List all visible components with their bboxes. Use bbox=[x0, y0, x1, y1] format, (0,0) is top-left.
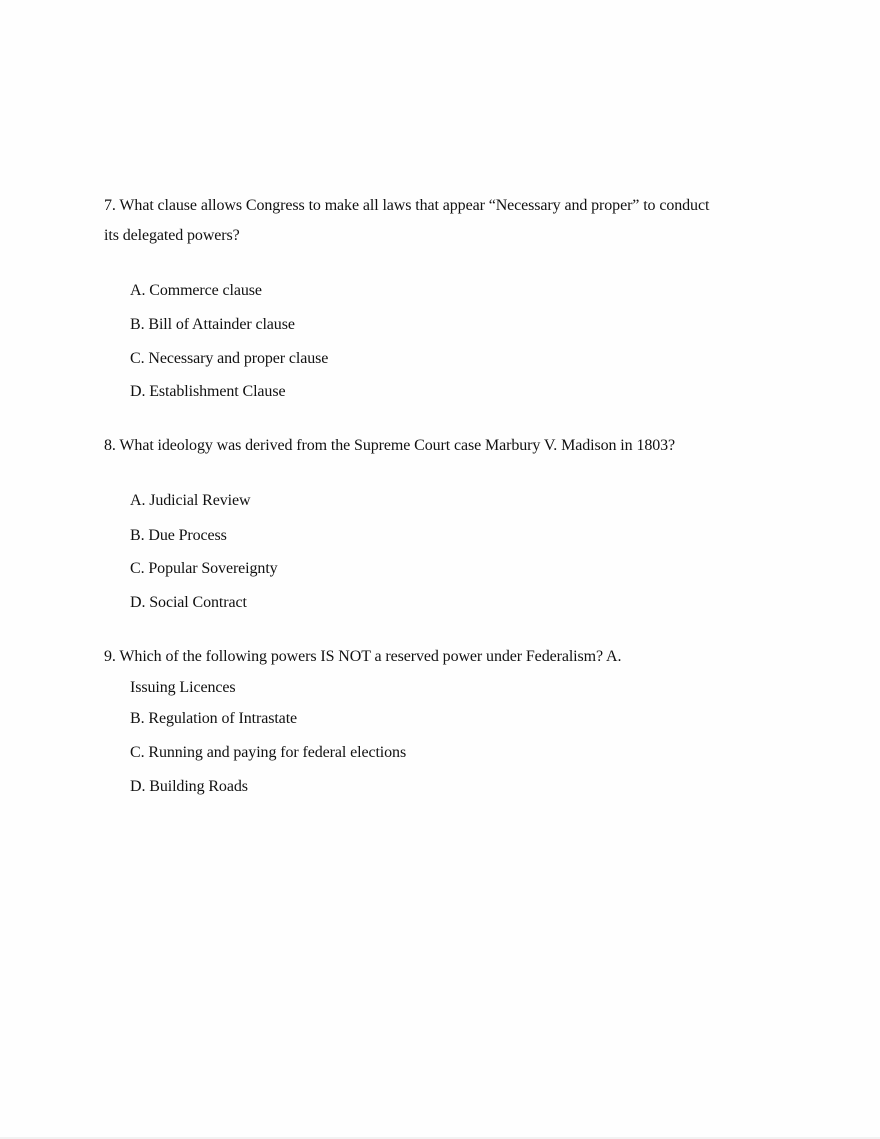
question-9-option-c: C. Running and paying for federal elections bbox=[130, 744, 407, 761]
question-8-stem: 8. What ideology was derived from the Supreme Court case Marbury V. Madison in 1803? bbox=[104, 437, 676, 454]
question-7-stem-line-2: its delegated powers? bbox=[104, 227, 240, 244]
question-9-option-d: D. Building Roads bbox=[130, 778, 248, 795]
question-8-option-a: A. Judicial Review bbox=[130, 492, 251, 509]
question-7-option-c: C. Necessary and proper clause bbox=[130, 350, 329, 367]
question-7-option-a: A. Commerce clause bbox=[130, 282, 262, 299]
question-9-option-b: B. Regulation of Intrastate bbox=[130, 710, 298, 727]
question-8-option-c: C. Popular Sovereignty bbox=[130, 560, 278, 577]
question-9-option-a: Issuing Licences bbox=[130, 679, 236, 696]
question-8-option-d: D. Social Contract bbox=[130, 594, 247, 611]
question-7-option-d: D. Establishment Clause bbox=[130, 383, 286, 400]
question-8-option-b: B. Due Process bbox=[130, 527, 227, 544]
question-7-stem-line-1: 7. What clause allows Congress to make all laws that appear “Necessary and proper” to conduct bbox=[104, 197, 710, 214]
question-9-stem-line-1: 9. Which of the following powers IS NOT a reserved power under Federalism? A. bbox=[104, 648, 622, 665]
question-7-option-b: B. Bill of Attainder clause bbox=[130, 316, 295, 333]
